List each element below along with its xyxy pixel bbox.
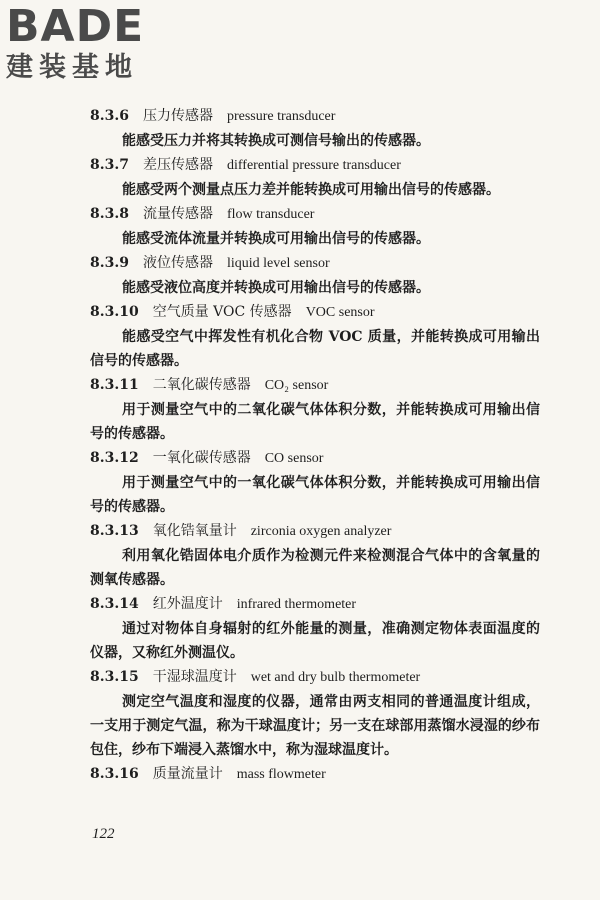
term-definition: 能感受压力并将其转换成可测信号输出的传感器。 — [122, 133, 430, 149]
term-entry — [90, 153, 540, 202]
term-chinese: 红外温度计 — [152, 596, 223, 612]
term-number: 8.3.8 — [90, 206, 129, 222]
term-entry — [90, 373, 540, 446]
term-number: 8.3.12 — [90, 450, 139, 466]
term-entry — [90, 592, 540, 665]
term-definition: 能感受空气中挥发性有机化合物 VOC 质量，并能转换成可用输出信号的传感器。 — [90, 329, 540, 369]
term-entry — [90, 300, 540, 373]
term-english: differential pressure transducer — [226, 158, 401, 173]
term-heading — [90, 202, 540, 227]
watermark-logo — [6, 1, 176, 84]
term-english: zirconia oxygen analyzer — [250, 524, 392, 539]
term-english: CO₂ sensor — [264, 378, 329, 393]
term-heading — [90, 762, 540, 787]
term-heading — [90, 446, 540, 471]
term-number: 8.3.13 — [90, 523, 139, 539]
term-chinese: 氧化锆氧量计 — [152, 523, 237, 539]
term-heading — [90, 153, 540, 178]
term-definition: 能感受两个测量点压力差并能转换成可用输出信号的传感器。 — [122, 182, 500, 198]
term-number: 8.3.7 — [90, 157, 129, 173]
term-chinese: 压力传感器 — [142, 108, 213, 124]
term-heading — [90, 373, 540, 398]
term-heading — [90, 592, 540, 617]
term-entry — [90, 202, 540, 251]
term-definition: 能感受液位高度并转换成可用输出信号的传感器。 — [122, 280, 430, 296]
term-chinese: 质量流量计 — [152, 766, 223, 782]
term-definition: 用于测量空气中的一氧化碳气体体积分数，并能转换成可用输出信号的传感器。 — [90, 475, 540, 515]
term-entry — [90, 251, 540, 300]
term-number: 8.3.15 — [90, 669, 139, 685]
term-english: infrared thermometer — [236, 597, 357, 612]
term-heading — [90, 104, 540, 129]
term-english: wet and dry bulb thermometer — [250, 670, 421, 685]
term-english: flow transducer — [226, 207, 315, 222]
logo-latin-text: BADE — [6, 1, 145, 52]
term-number: 8.3.14 — [90, 596, 139, 612]
logo-chinese-text: 建装基地 — [6, 52, 138, 83]
term-number: 8.3.10 — [90, 304, 139, 320]
document-body — [90, 104, 540, 787]
term-number: 8.3.6 — [90, 108, 129, 124]
term-heading — [90, 665, 540, 690]
term-chinese: 二氧化碳传感器 — [152, 377, 251, 393]
term-english: pressure transducer — [226, 109, 336, 124]
term-entry — [90, 762, 540, 787]
term-heading — [90, 251, 540, 276]
term-chinese: 一氧化碳传感器 — [152, 450, 251, 466]
term-definition: 能感受流体流量并转换成可用输出信号的传感器。 — [122, 231, 430, 247]
term-chinese: 干湿球温度计 — [152, 669, 237, 685]
term-heading — [90, 519, 540, 544]
term-chinese: 流量传感器 — [142, 206, 213, 222]
term-english: CO sensor — [264, 451, 324, 466]
term-number: 8.3.16 — [90, 766, 139, 782]
term-entry — [90, 446, 540, 519]
term-chinese: 差压传感器 — [142, 157, 213, 173]
term-entry — [90, 104, 540, 153]
term-definition: 用于测量空气中的二氧化碳气体体积分数，并能转换成可用输出信号的传感器。 — [90, 402, 540, 442]
page-number: 122 — [92, 826, 115, 842]
term-definition: 利用氧化锆固体电介质作为检测元件来检测混合气体中的含氧量的测氧传感器。 — [90, 548, 540, 588]
term-number: 8.3.9 — [90, 255, 129, 271]
term-definition: 测定空气温度和湿度的仪器，通常由两支相同的普通温度计组成，一支用于测定气温，称为干球温度计；另一支在球部用蒸馏水浸湿的纱布包住，纱布下端浸入蒸馏水中，称为湿球温度计。 — [90, 694, 540, 758]
term-heading — [90, 300, 540, 325]
term-entry — [90, 519, 540, 592]
term-definition: 通过对物体自身辐射的红外能量的测量，准确测定物体表面温度的仪器，又称红外测温仪。 — [90, 621, 540, 661]
term-english: mass flowmeter — [236, 767, 326, 782]
term-number: 8.3.11 — [90, 377, 139, 393]
term-english: VOC sensor — [305, 305, 375, 320]
term-chinese: 液位传感器 — [142, 255, 213, 271]
term-chinese: 空气质量 VOC 传感器 — [152, 304, 292, 320]
term-entry — [90, 665, 540, 762]
term-english: liquid level sensor — [226, 256, 330, 271]
